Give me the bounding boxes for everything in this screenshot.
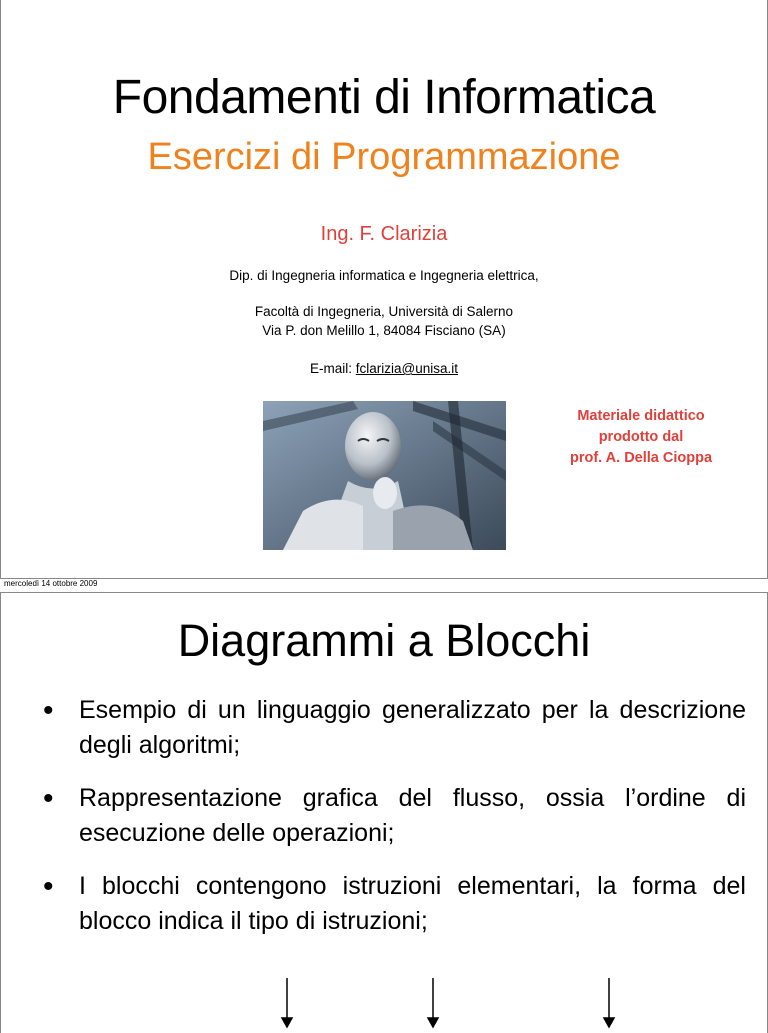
flow-arrows <box>1 963 767 1033</box>
credit-line-1: Materiale didattico <box>577 408 705 424</box>
date-footer: mercoledì 14 ottobre 2009 <box>4 579 98 588</box>
down-arrow-icon <box>604 978 614 1027</box>
credit-line-3: prof. A. Della Cioppa <box>569 450 713 466</box>
email-label: E-mail: <box>309 361 356 376</box>
credit-note <box>546 406 736 469</box>
bullet-text: Rappresentazione grafica del flusso, ossia l’ordine di esecuzione delle operazioni; <box>79 784 746 847</box>
slide-subtitle: Esercizi di Programmazione <box>147 136 621 178</box>
bullet-icon: • <box>43 694 54 727</box>
list-item <box>43 693 746 763</box>
bullet-text: I blocchi contengono istruzioni elementari, la forma del blocco indica il tipo di istruzioni; <box>79 872 746 935</box>
bullet-text: Esempio di un linguaggio generalizzato per la descrizione degli algoritmi; <box>79 696 746 759</box>
down-arrow-icon <box>428 978 438 1027</box>
author: Ing. F. Clarizia <box>320 223 448 245</box>
slide-title: Fondamenti di Informatica <box>112 71 656 124</box>
bullet-icon: • <box>43 870 54 903</box>
down-arrow-icon <box>282 978 292 1027</box>
department: Dip. di Ingegneria informatica e Ingegneria elettrica, <box>229 268 539 283</box>
credit-line-2: prodotto dal <box>598 429 684 445</box>
email-link[interactable]: fclarizia@unisa.it <box>355 361 458 376</box>
slide-2 <box>0 592 768 1033</box>
address: Via P. don Melillo 1, 84084 Fisciano (SA) <box>262 323 506 338</box>
faculty: Facoltà di Ingegneria, Università di Salerno <box>254 304 514 319</box>
bullet-icon: • <box>43 782 54 815</box>
list-item <box>43 781 746 851</box>
robot-photo <box>263 401 506 550</box>
slide-title: Diagrammi a Blocchi <box>177 615 591 666</box>
bullet-list <box>43 693 746 957</box>
list-item <box>43 869 746 939</box>
email-line <box>1 361 767 376</box>
